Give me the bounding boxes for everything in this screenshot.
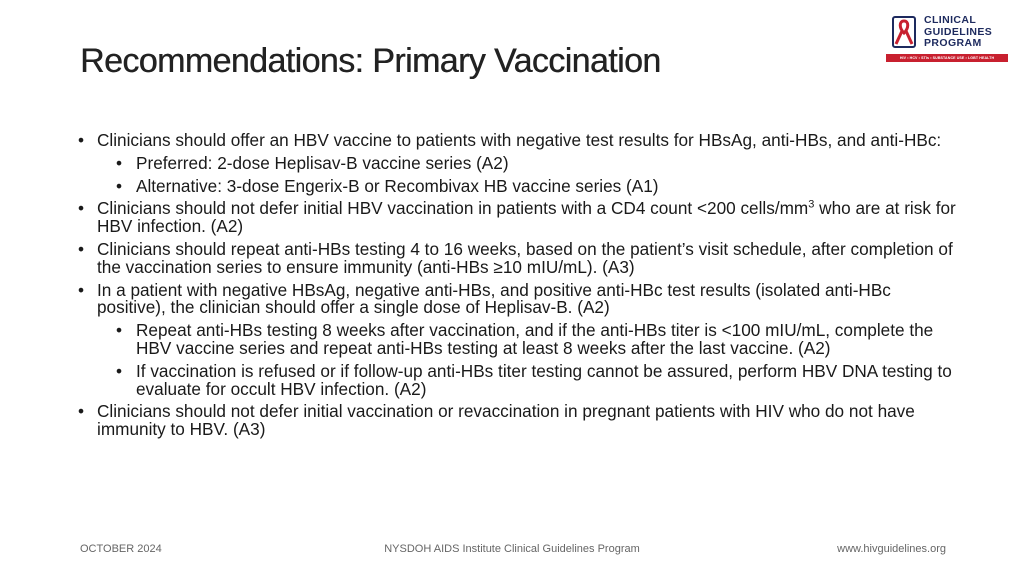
slide-body	[76, 132, 956, 444]
bullet-text: Clinicians should repeat anti-HBs testing 4 to 16 weeks, based on the patient’s visit schedule, after completion of the vaccination series to ensure immunity (anti-HBs ≥10 mIU/mL). (A3)	[97, 238, 953, 277]
bullet-marker: •	[78, 401, 85, 422]
bullet-text-part-b: who are at risk for HBV infection. (A2)	[97, 198, 956, 237]
footer-program: NYSDOH AIDS Institute Clinical Guidelines Program	[384, 543, 640, 555]
bullet-marker: •	[116, 152, 123, 173]
bullet-marker: •	[116, 360, 123, 381]
bullet-marker: •	[116, 320, 123, 341]
bullet-text-part-a: Clinicians should not defer initial HBV vaccination in patients with a CD4 count <200 cells/mm	[97, 198, 809, 219]
logo-line-1: CLINICAL	[924, 14, 977, 26]
logo-line-3: PROGRAM	[924, 37, 982, 49]
bullet-text: Clinicians should offer an HBV vaccine to patients with negative test results for HBsAg, anti-HBs, and anti-HBc:	[97, 130, 942, 150]
bullet-marker: •	[78, 238, 85, 259]
sub-bullet-repeat-testing	[76, 322, 956, 358]
logo-tagline: HIV • HCV • STIs • SUBSTANCE USE • LGBT HEALTH	[886, 54, 1008, 62]
bullet-text: Clinicians should not defer initial vaccination or revaccination in pregnant patients with HIV who do not have immunity to HBV. (A3)	[97, 401, 915, 440]
bullet-pregnant-patients	[76, 403, 956, 439]
logo-wordmark	[924, 15, 992, 50]
sub-bullet-dna-testing	[76, 360, 956, 399]
logo-line-2: GUIDELINES	[924, 25, 993, 38]
sub-bullet-text: Alternative: 3-dose Engerix-B or Recombivax HB vaccine series (A1)	[136, 175, 659, 196]
superscript-3: 3	[808, 198, 815, 211]
slide-title: Recommendations: Primary Vaccination	[80, 42, 661, 80]
footer-url: www.hivguidelines.org	[837, 543, 946, 555]
bullet-cd4-count	[76, 200, 956, 236]
bullet-marker: •	[78, 198, 85, 219]
bullet-isolated-anti-hbc	[76, 279, 956, 318]
sub-bullet-text: Repeat anti-HBs testing 8 weeks after vaccination, and if the anti-HBs titer is <100 mIU/mL, complete the HBV vaccine series and repeat anti-HBs testing at least 8 weeks after the last vaccine. (A2)	[136, 320, 934, 358]
footer-date: OCTOBER 2024	[80, 543, 162, 555]
sub-bullet-preferred	[76, 152, 956, 173]
bullet-repeat-anti-hbs	[76, 238, 956, 277]
sub-bullet-alternative	[76, 175, 956, 196]
sub-bullet-text: Preferred: 2-dose Heplisav-B vaccine series (A2)	[136, 152, 509, 173]
bullet-hbv-vaccine-offer	[76, 132, 956, 150]
clinical-guidelines-logo	[886, 12, 1010, 66]
bullet-marker: •	[78, 279, 85, 300]
sub-bullet-text: If vaccination is refused or if follow-up anti-HBs titer testing cannot be assured, perform HBV DNA testing to evaluate for occult HBV infection. (A2)	[136, 360, 952, 399]
bullet-marker: •	[78, 130, 85, 150]
bullet-text: In a patient with negative HBsAg, negative anti-HBs, and positive anti-HBc test results (isolated anti-HBc positive), the clinician should offer a single dose of Heplisav-B. (A2)	[97, 279, 891, 318]
bullet-marker: •	[116, 175, 123, 196]
ribbon-logo-icon	[892, 16, 918, 50]
